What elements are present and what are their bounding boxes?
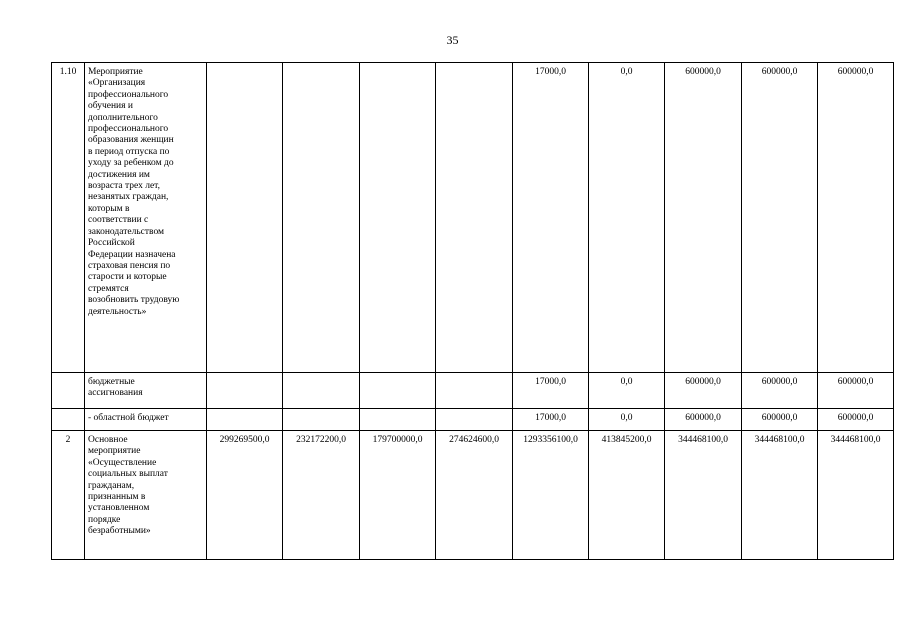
description-line: установленном bbox=[88, 503, 150, 514]
value-cell: 0,0 bbox=[589, 63, 665, 373]
value-cell: 344468100,0 bbox=[742, 431, 818, 560]
description-line: стремятся bbox=[88, 283, 129, 294]
value-cell: 600000,0 bbox=[665, 373, 742, 409]
description-line: в период отпуска по bbox=[88, 146, 170, 157]
description-line: безработными» bbox=[88, 526, 151, 537]
value-cell: 0,0 bbox=[589, 409, 665, 431]
description-cell bbox=[85, 431, 207, 560]
value-cell: 600000,0 bbox=[818, 373, 894, 409]
value-cell: 17000,0 bbox=[513, 63, 589, 373]
description-line: мероприятие bbox=[88, 446, 141, 457]
value-cell: 413845200,0 bbox=[589, 431, 665, 560]
description-line: образования женщин bbox=[88, 135, 174, 146]
description-line: незанятых граждан, bbox=[88, 192, 169, 203]
description-line: деятельность» bbox=[88, 306, 147, 317]
description-line: страховая пенсия по bbox=[88, 260, 171, 271]
description-line: «Осуществление bbox=[88, 457, 157, 468]
description-line: профессионального bbox=[88, 89, 169, 100]
value-cell: 1293356100,0 bbox=[513, 431, 589, 560]
value-cell: 344468100,0 bbox=[665, 431, 742, 560]
value-cell: 600000,0 bbox=[742, 409, 818, 431]
description-line: уходу за ребенком до bbox=[88, 158, 174, 169]
row-number-cell: 1.10 bbox=[52, 63, 85, 373]
value-cell bbox=[207, 373, 283, 409]
description-line: социальных выплат bbox=[88, 469, 168, 480]
value-cell: 600000,0 bbox=[742, 63, 818, 373]
value-cell: 600000,0 bbox=[818, 63, 894, 373]
description-line: «Организация bbox=[88, 78, 146, 89]
value-cell bbox=[436, 373, 513, 409]
table-row bbox=[52, 431, 894, 560]
table-row bbox=[52, 409, 894, 431]
value-cell: 17000,0 bbox=[513, 373, 589, 409]
description-line: которым в bbox=[88, 203, 130, 214]
value-cell bbox=[360, 373, 436, 409]
value-cell bbox=[283, 63, 360, 373]
page-number: 35 bbox=[446, 33, 459, 47]
table-row bbox=[52, 63, 894, 373]
value-cell: 600000,0 bbox=[665, 63, 742, 373]
value-cell bbox=[360, 63, 436, 373]
value-cell bbox=[436, 63, 513, 373]
value-cell bbox=[283, 409, 360, 431]
value-cell bbox=[436, 409, 513, 431]
value-cell: 0,0 bbox=[589, 373, 665, 409]
value-cell: 600000,0 bbox=[818, 409, 894, 431]
description-line: профессионального bbox=[88, 124, 169, 135]
description-line: Основное bbox=[88, 435, 128, 445]
description-line: бюджетные bbox=[88, 377, 135, 387]
description-line: - областной бюджет bbox=[88, 413, 169, 423]
description-line: Российской bbox=[88, 238, 135, 249]
value-cell: 344468100,0 bbox=[818, 431, 894, 560]
description-line: признанным в bbox=[88, 492, 146, 503]
value-cell: 17000,0 bbox=[513, 409, 589, 431]
description-cell bbox=[85, 63, 207, 373]
value-cell bbox=[207, 63, 283, 373]
value-cell bbox=[283, 373, 360, 409]
description-line: достижения им bbox=[88, 169, 150, 180]
value-cell bbox=[207, 409, 283, 431]
value-cell: 232172200,0 bbox=[283, 431, 360, 560]
description-line: старости и которые bbox=[88, 272, 167, 283]
row-number-cell bbox=[52, 409, 85, 431]
row-number-cell bbox=[52, 373, 85, 409]
description-line: обучения и bbox=[88, 101, 133, 112]
value-cell: 600000,0 bbox=[665, 409, 742, 431]
description-line: порядке bbox=[88, 514, 121, 525]
description-line: возобновить трудовую bbox=[88, 295, 180, 306]
description-line: Федерации назначена bbox=[88, 249, 176, 260]
value-cell: 179700000,0 bbox=[360, 431, 436, 560]
value-cell: 600000,0 bbox=[742, 373, 818, 409]
budget-table bbox=[51, 62, 894, 560]
description-line: законодательством bbox=[88, 226, 165, 237]
table-row bbox=[52, 373, 894, 409]
description-line: соответствии с bbox=[88, 215, 149, 226]
description-line: гражданам, bbox=[88, 480, 135, 491]
value-cell bbox=[360, 409, 436, 431]
description-line: Мероприятие bbox=[88, 67, 143, 77]
description-line: ассигнования bbox=[88, 388, 143, 399]
description-line: дополнительного bbox=[88, 112, 158, 123]
row-number-cell: 2 bbox=[52, 431, 85, 560]
description-cell bbox=[85, 409, 207, 431]
value-cell: 274624600,0 bbox=[436, 431, 513, 560]
description-line: возраста трех лет, bbox=[88, 181, 160, 192]
description-cell bbox=[85, 373, 207, 409]
value-cell: 299269500,0 bbox=[207, 431, 283, 560]
